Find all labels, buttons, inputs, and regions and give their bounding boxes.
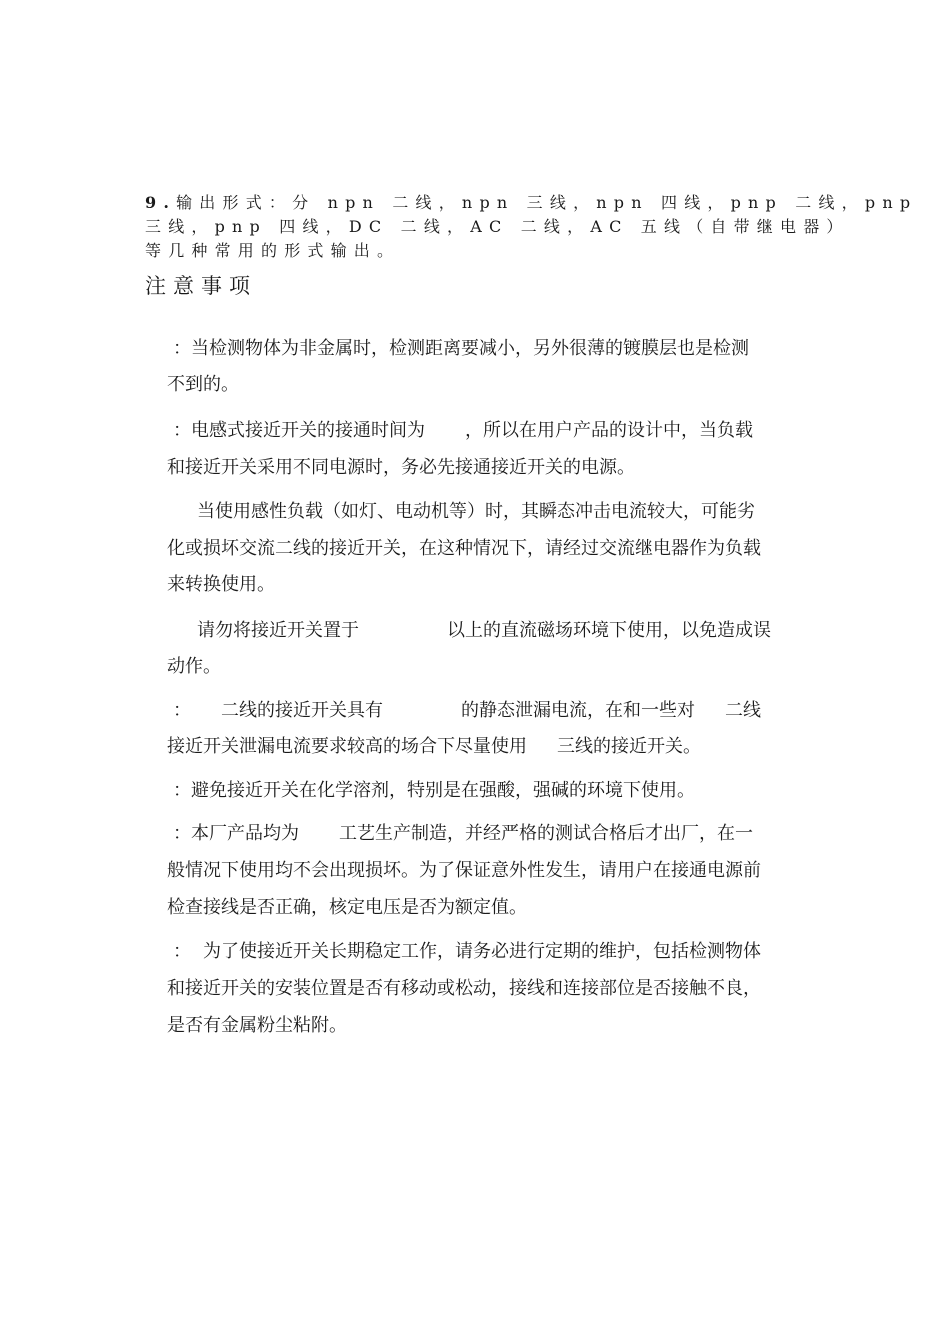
note4-text-b: 以上的直流磁场环境下使用，以免造成误: [447, 620, 771, 641]
note5-text-a: ：: [173, 700, 191, 721]
note5-text-d: 二线: [725, 700, 761, 721]
section9-line1-text: 输出形式：分 npn 二线，npn 三线，npn 四线，pnp 二线，pnp: [176, 193, 918, 212]
note7-line2: 般情况下使用均不会出现损坏。为了保证意外性发生，请用户在接通电源前: [167, 860, 761, 881]
notes-heading: 注意事项: [145, 274, 257, 298]
note8-text-b: 为了使接近开关长期稳定工作，请务必进行定期的维护，包括检测物体: [203, 941, 761, 962]
note2-line2: 和接近开关采用不同电源时，务必先接通接近开关的电源。: [167, 457, 635, 478]
note8-line2: 和接近开关的安装位置是否有移动或松动，接线和连接部位是否接触不良，: [167, 978, 761, 999]
section-number: 9.: [145, 193, 177, 212]
note7-line3: 检查接线是否正确，核定电压是否为额定值。: [167, 897, 527, 918]
note8-line3: 是否有金属粉尘粘附。: [167, 1015, 347, 1036]
note7-text-a: ：本厂产品均为: [173, 823, 299, 844]
note7-text-b: 工艺生产制造，并经严格的测试合格后才出厂，在一: [339, 823, 753, 844]
note5-text-b: 二线的接近开关具有: [221, 700, 383, 721]
note5-text-c: 的静态泄漏电流，在和一些对: [461, 700, 695, 721]
section9-line3: 等几种常用的形式输出。: [145, 241, 401, 260]
note1-line1: ：当检测物体为非金属时，检测距离要减小，另外很薄的镀膜层也是检测: [173, 338, 749, 359]
note3-line2: 化或损坏交流二线的接近开关，在这种情况下，请经过交流继电器作为负载: [167, 538, 761, 559]
note8-line1: [173, 940, 761, 964]
note5-line2: [167, 735, 701, 759]
note3-line1: 当使用感性负载（如灯、电动机等）时，其瞬态冲击电流较大，可能劣: [197, 501, 755, 522]
note5-text-f: 三线的接近开关。: [557, 736, 701, 757]
note5-text-e: 接近开关泄漏电流要求较高的场合下尽量使用: [167, 736, 527, 757]
note2-text-a: ：电感式接近开关的接通时间为: [173, 420, 425, 441]
section9-line1: [145, 193, 917, 213]
note6-line1: ：避免接近开关在化学溶剂，特别是在强酸，强碱的环境下使用。: [173, 780, 695, 801]
note5-line1: [173, 699, 761, 723]
note7-line1: [173, 822, 753, 846]
section9-line2: 三线，pnp 四线，DC 二线，AC 二线，AC 五线（自带继电器）: [145, 217, 850, 236]
note3-line3: 来转换使用。: [167, 574, 275, 595]
note4-line2: 动作。: [167, 656, 221, 677]
note4-text-a: 请勿将接近开关置于: [197, 620, 359, 641]
note2-text-b: ，所以在用户产品的设计中，当负载: [465, 420, 753, 441]
note8-text-a: ：: [173, 941, 191, 962]
note1-line2: 不到的。: [167, 374, 239, 395]
note4-line1: [197, 619, 771, 643]
note2-line1: [173, 419, 753, 443]
